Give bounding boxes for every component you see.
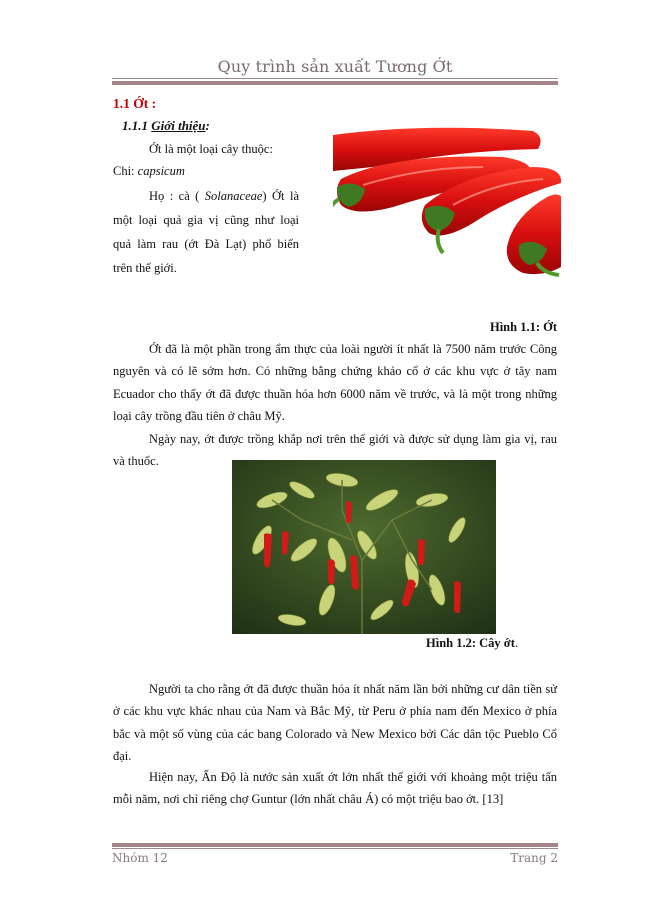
family-value: Solanaceae: [204, 189, 263, 203]
header-rule-thick: [112, 81, 558, 85]
footer-rule-thin: [112, 848, 558, 849]
figure-1-2-caption-bold: Hình 1.2: Cây ớt: [426, 636, 515, 650]
intro-line-1: Ớt là một loại cây thuộc:: [149, 142, 273, 156]
family-suffix: ) Ớt là một loại quả gia vị cũng như loại quả làm rau (ớt Đà Lạt) phổ biến trên thế giới.: [113, 189, 299, 275]
subsection-title: Giới thiệu: [151, 118, 206, 133]
section-heading: 1.1 Ớt :: [113, 96, 157, 111]
paragraph-3: Người ta cho rằng ớt đã được thuần hóa ít nhất năm lần bởi những cư dân tiền sử ở các khu vực khác nhau của Nam và Bắc Mỹ, từ Peru ở phía nam đến Mexico ở phía bắc và một số vùng của các bang Colorado và New Mexico bởi Các dân tộc Pueblo Cổ đại.: [113, 682, 557, 764]
header-title: Quy trình sản xuất Tương Ớt: [217, 57, 453, 76]
genus-value: capsicum: [137, 164, 185, 178]
chili-peppers-illustration: [333, 127, 561, 277]
paragraph-4: Hiện nay, Ấn Độ là nước sản xuất ớt lớn nhất thế giới với khoảng một triệu tấn mỗi năm, nơi chỉ riêng chợ Guntur (lớn nhất châu Á) có một triệu bao ớt. [13]: [113, 770, 557, 807]
figure-1-2-caption-tail: .: [514, 636, 518, 650]
paragraph-2: Ngày nay, ớt được trồng khắp nơi trên thế giới và được sử dụng làm gia vị, rau và thuốc.: [113, 432, 557, 469]
subsection-heading: [122, 118, 210, 134]
subsection-number: 1.1.1: [122, 118, 148, 133]
intro-genus: [113, 160, 185, 182]
subsection-colon: :: [205, 118, 210, 133]
paragraph-1: Ớt đã là một phần trong ẩm thực của loài người ít nhất là 7500 năm trước Công nguyên và có lẽ sớm hơn. Có những bằng chứng khảo cổ ở các khu vực ở tây nam Ecuador cho thấy ớt đã được thuần hóa hơn 6000 năm về trước, và là một trong những loại cây trồng đầu tiên ở châu Mỹ.: [113, 342, 557, 424]
footer-page-number: Trang 2: [510, 851, 558, 865]
family-prefix: Họ : cà (: [149, 189, 205, 203]
footer-rule-thick: [112, 843, 558, 847]
figure-1-2-caption: [426, 636, 518, 651]
genus-label: Chi:: [113, 164, 138, 178]
intro-family: [113, 184, 299, 280]
figure-1-1-image: [333, 127, 561, 277]
figure-1-1-caption: Hình 1.1: Ớt: [489, 320, 557, 334]
header-rule-thin: [112, 78, 558, 79]
chili-plant-illustration: [232, 460, 496, 634]
figure-1-2-image: [232, 460, 496, 634]
footer-group-name: Nhóm 12: [112, 851, 168, 865]
